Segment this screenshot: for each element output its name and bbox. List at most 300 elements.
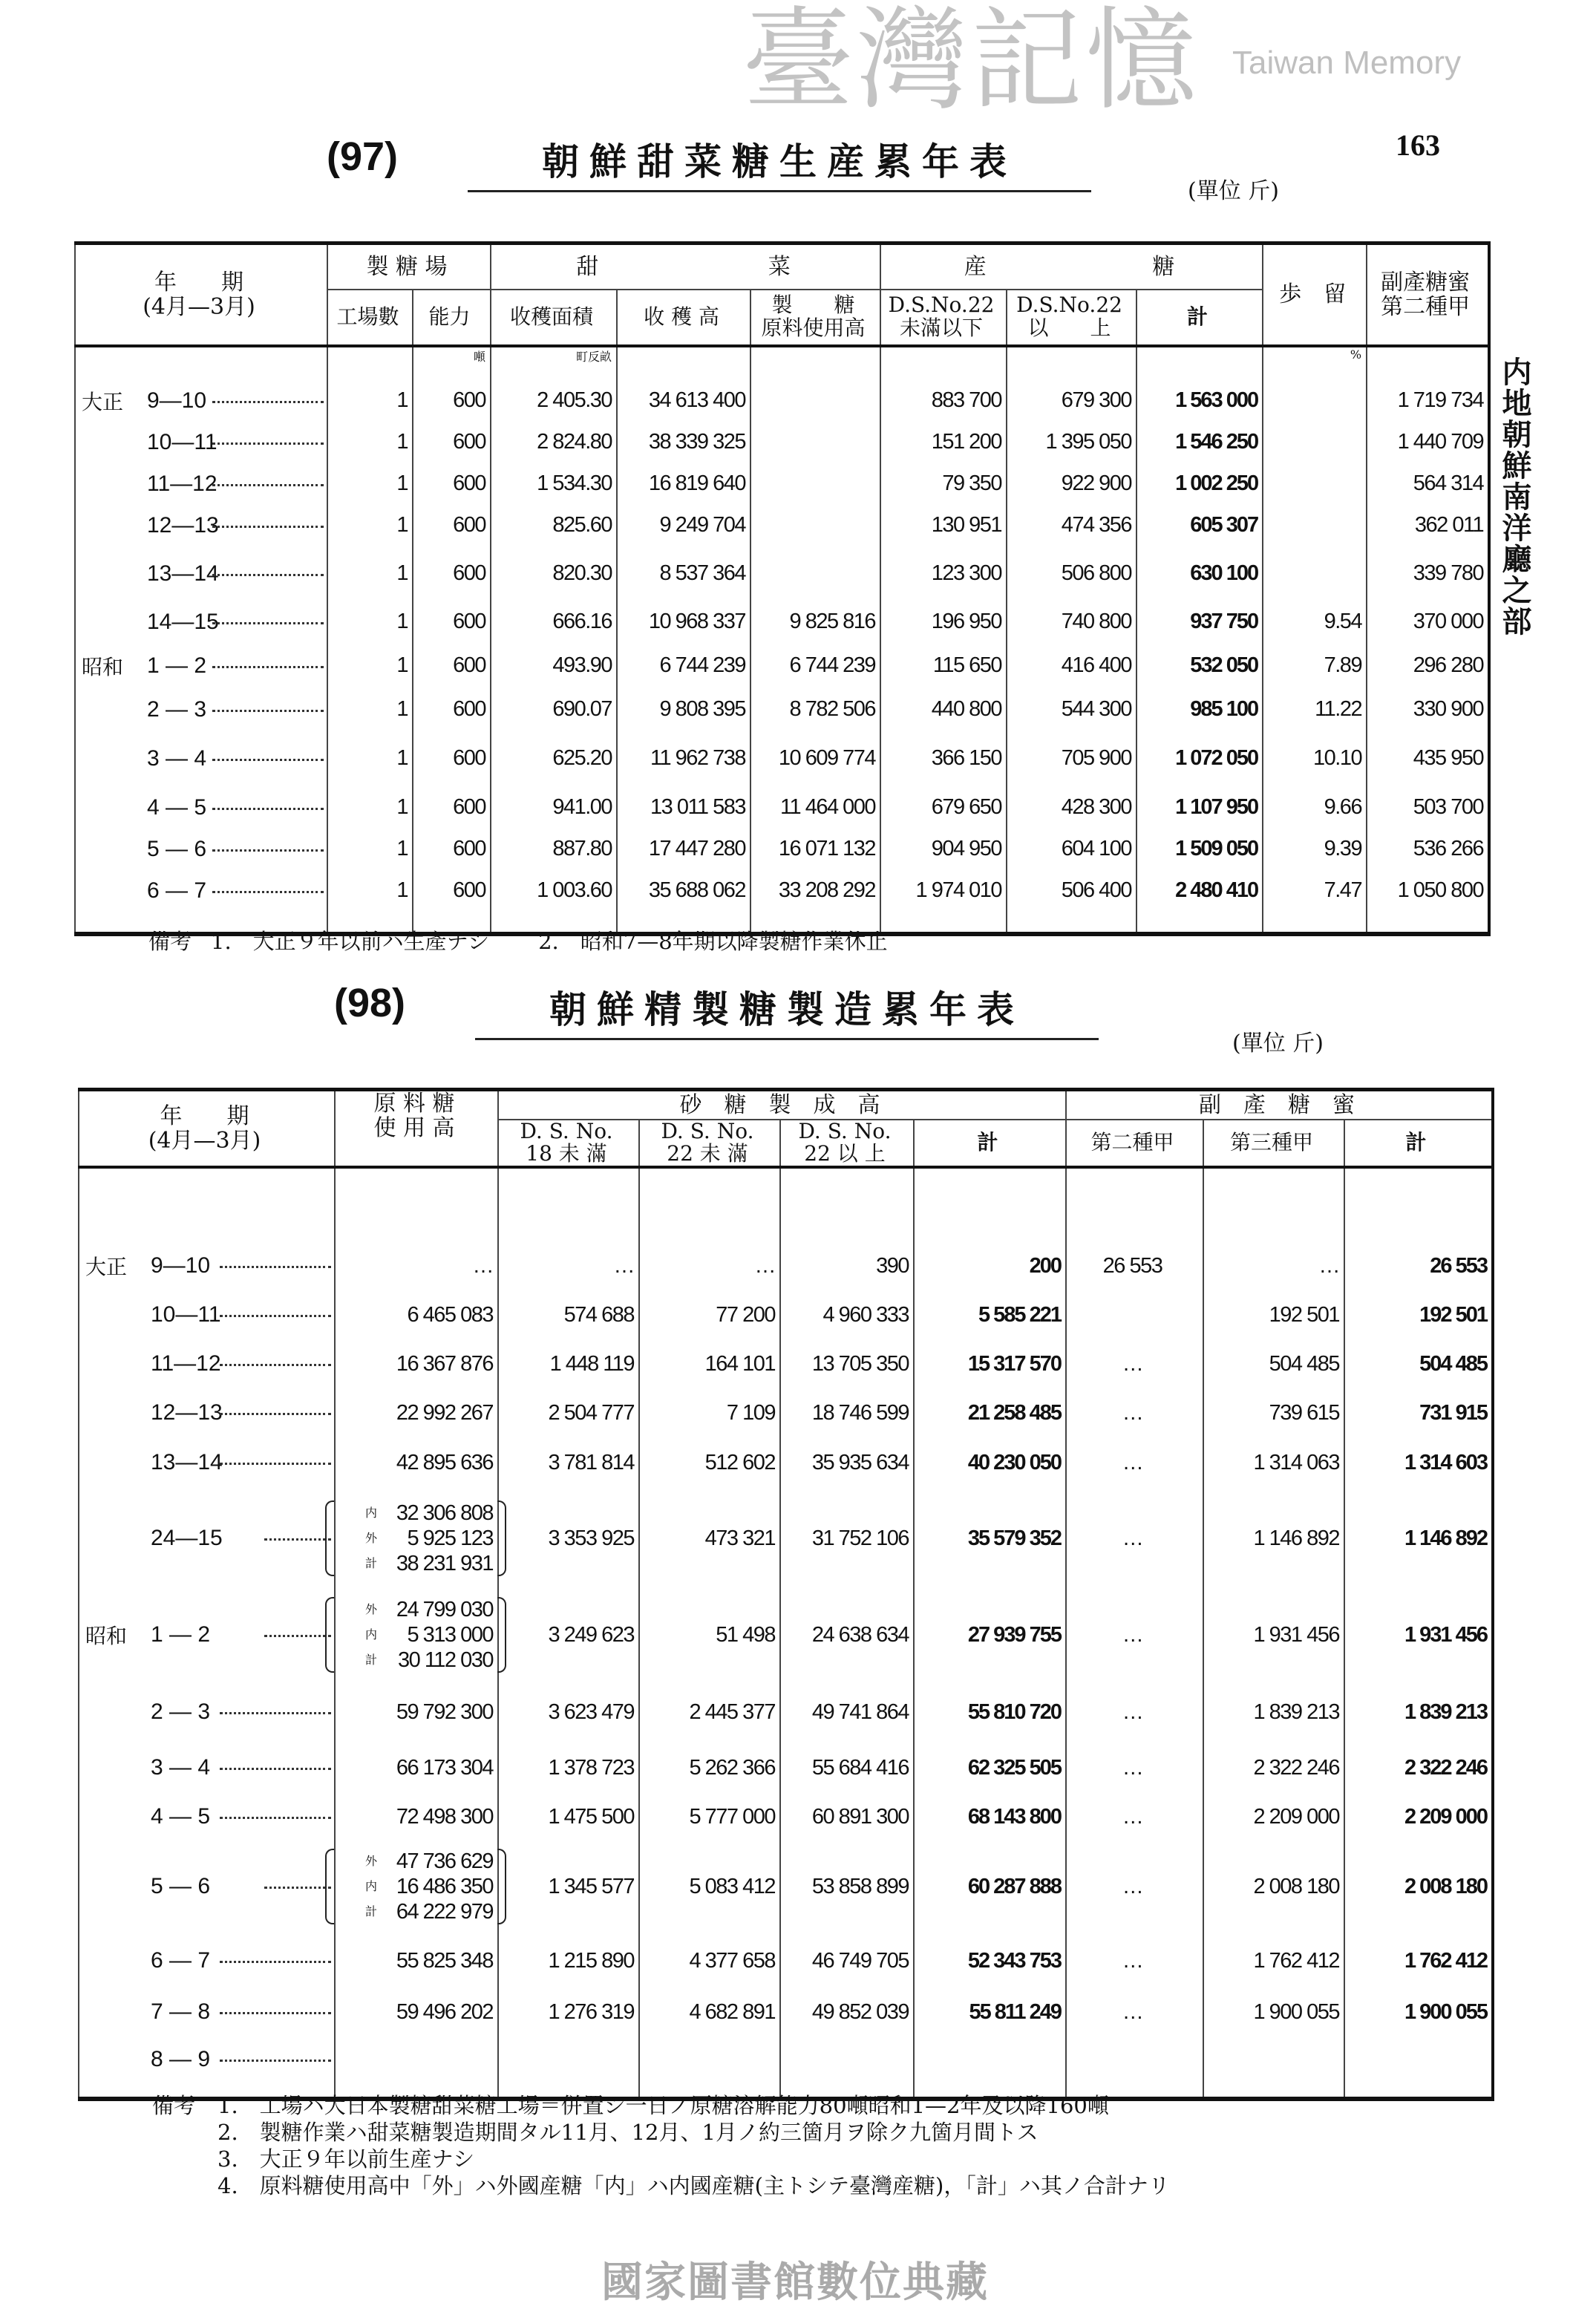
raw-sugar-line-label: 外 bbox=[365, 1602, 376, 1617]
cell-yield bbox=[1263, 505, 1367, 546]
cell-raw-sugar bbox=[335, 1841, 498, 1932]
period-label: 14—15 bbox=[147, 609, 219, 634]
cell-mol-total bbox=[1344, 2034, 1493, 2084]
cell-total: 62 325 505 bbox=[914, 1743, 1066, 1792]
header-byproduct-1: 副產糖蜜 bbox=[1381, 269, 1471, 295]
cell-total: 1 563 000 bbox=[1137, 380, 1263, 422]
header-raw-used-2: 原料使用高 bbox=[761, 316, 866, 340]
cell-ds22-above: 1 395 050 bbox=[1007, 422, 1137, 463]
row-period bbox=[79, 2034, 335, 2084]
cell-area: 1 003.60 bbox=[491, 870, 617, 912]
raw-sugar-line-value: 47 736 629 bbox=[396, 1849, 493, 1874]
cell-sec2 bbox=[1066, 1290, 1203, 1339]
period-label: 4 — 5 bbox=[147, 794, 207, 820]
header-factory-count: 工場數 bbox=[327, 290, 413, 346]
cell-ds18: 3 781 814 bbox=[498, 1437, 639, 1488]
notes-label: 備考 bbox=[152, 2093, 196, 2118]
cell-total bbox=[914, 2034, 1066, 2084]
header-ds22-above bbox=[1007, 290, 1137, 346]
cell-ds22-below: 123 300 bbox=[880, 546, 1007, 601]
unit-empty bbox=[1367, 346, 1489, 380]
cell-mol-total: 1 931 456 bbox=[1344, 1589, 1493, 1681]
cell-ds22b: 5 262 366 bbox=[639, 1743, 780, 1792]
table-row bbox=[75, 829, 1489, 870]
cell-raw-used bbox=[750, 463, 880, 505]
table-row bbox=[79, 1290, 1493, 1339]
cell-sec2: … bbox=[1066, 1681, 1203, 1743]
cell-area: 2 405.30 bbox=[491, 380, 617, 422]
cell-total: 937 750 bbox=[1137, 601, 1263, 643]
header-period-label: 年 期 bbox=[160, 1103, 249, 1130]
row-period bbox=[79, 1792, 335, 1841]
raw-sugar-line-label: 計 bbox=[365, 1653, 376, 1668]
table-row bbox=[79, 1681, 1493, 1743]
row-period bbox=[79, 1990, 335, 2034]
cell-harvest: 6 744 239 bbox=[617, 643, 750, 689]
cell-raw-sugar: 55 825 348 bbox=[335, 1932, 498, 1990]
cell-byproduct: 1 050 800 bbox=[1367, 870, 1489, 912]
cell-area: 825.60 bbox=[491, 505, 617, 546]
note-item: 4. 原料糖使用高中「外」ハ外國産糖「内」ハ内國産糖(主トシテ臺灣産糖)，「計」ハ其ノ合計ナリ bbox=[218, 2173, 1170, 2198]
table-row bbox=[79, 1990, 1493, 2034]
header-sec2: 第二種甲 bbox=[1066, 1120, 1203, 1168]
table-row bbox=[79, 1589, 1493, 1681]
cell-capacity: 600 bbox=[413, 829, 491, 870]
table-98-title: 朝鮮精製糖製造累年表 bbox=[475, 980, 1099, 1040]
brace-right bbox=[497, 1597, 506, 1673]
cell-factories: 1 bbox=[327, 601, 413, 643]
raw-sugar-line bbox=[336, 1597, 493, 1622]
cell-total: 1 546 250 bbox=[1137, 422, 1263, 463]
cell-raw-sugar bbox=[335, 1488, 498, 1589]
cell-raw-used: 16 071 132 bbox=[750, 829, 880, 870]
cell-yield bbox=[1263, 463, 1367, 505]
cell-raw-sugar: 6 465 083 bbox=[335, 1290, 498, 1339]
unit-empty bbox=[75, 346, 327, 380]
cell-sec2: … bbox=[1066, 1841, 1203, 1932]
row-period bbox=[75, 731, 327, 787]
header-byproduct-2: 第二種甲 bbox=[1381, 293, 1471, 320]
table-97 bbox=[74, 241, 1491, 936]
period-label: 24—15 bbox=[151, 1526, 223, 1551]
cell-ds22b: 5 083 412 bbox=[639, 1841, 780, 1932]
period-label: 1 — 2 bbox=[147, 653, 207, 678]
cell-total: 200 bbox=[914, 1241, 1066, 1290]
cell-ds22a: 49 852 039 bbox=[780, 1990, 914, 2034]
row-period bbox=[75, 380, 327, 422]
dot-leader bbox=[212, 622, 324, 624]
cell-ds18: 1 378 723 bbox=[498, 1743, 639, 1792]
cell-sec3: 1 762 412 bbox=[1203, 1932, 1344, 1990]
header-sugar-group bbox=[880, 244, 1263, 290]
cell-area: 887.80 bbox=[491, 829, 617, 870]
header-beet-left: 甜 bbox=[576, 253, 599, 280]
cell-ds18: 1 475 500 bbox=[498, 1792, 639, 1841]
cell-capacity: 600 bbox=[413, 689, 491, 731]
unit-capacity: 噸 bbox=[413, 346, 491, 380]
cell-harvest: 38 339 325 bbox=[617, 422, 750, 463]
cell-mol-total: 1 762 412 bbox=[1344, 1932, 1493, 1990]
cell-ds22-above: 604 100 bbox=[1007, 829, 1137, 870]
raw-sugar-line-value: 32 306 808 bbox=[396, 1501, 493, 1526]
cell-byproduct: 339 780 bbox=[1367, 546, 1489, 601]
cell-capacity: 600 bbox=[413, 505, 491, 546]
cell-ds22-above: 506 400 bbox=[1007, 870, 1137, 912]
cell-area: 666.16 bbox=[491, 601, 617, 643]
cell-harvest: 16 819 640 bbox=[617, 463, 750, 505]
period-label: 7 — 8 bbox=[151, 1999, 211, 2025]
row-period bbox=[79, 1681, 335, 1743]
unit-empty bbox=[1007, 346, 1137, 380]
table-row bbox=[79, 1841, 1493, 1932]
cell-mol-total: 2 008 180 bbox=[1344, 1841, 1493, 1932]
cell-sec3: 1 900 055 bbox=[1203, 1990, 1344, 2034]
period-label: 5 — 6 bbox=[151, 1874, 211, 1899]
raw-sugar-line-label: 内 bbox=[365, 1879, 376, 1894]
cell-byproduct: 536 266 bbox=[1367, 829, 1489, 870]
brace-right bbox=[497, 1849, 506, 1924]
table-row bbox=[79, 1932, 1493, 1990]
cell-area: 820.30 bbox=[491, 546, 617, 601]
cell-ds22-above: 705 900 bbox=[1007, 731, 1137, 787]
cell-factories: 1 bbox=[327, 505, 413, 546]
raw-sugar-line-value: 5 925 123 bbox=[407, 1526, 493, 1551]
note-item: 2. 昭和7—8年期以降製糖作業休止 bbox=[538, 929, 888, 954]
table-row bbox=[79, 1488, 1493, 1589]
raw-sugar-line bbox=[336, 1899, 493, 1924]
cell-total: 60 287 888 bbox=[914, 1841, 1066, 1932]
row-period bbox=[75, 870, 327, 912]
raw-sugar-line bbox=[336, 1874, 493, 1899]
watermark-taiwan-memory: 臺灣記憶 bbox=[742, 0, 1200, 125]
cell-yield bbox=[1263, 422, 1367, 463]
cell-ds22b: 5 777 000 bbox=[639, 1792, 780, 1841]
raw-sugar-line bbox=[336, 1849, 493, 1874]
header-ds18-2: 18 未 滿 bbox=[526, 1141, 607, 1166]
period-label: 2 — 3 bbox=[147, 696, 207, 722]
era-label: 昭和 bbox=[85, 1624, 128, 1649]
unit-empty bbox=[750, 346, 880, 380]
header-ds22-below bbox=[639, 1120, 780, 1168]
table-row bbox=[79, 2034, 1493, 2084]
table-row bbox=[75, 731, 1489, 787]
table-98-notes bbox=[152, 2092, 1170, 2199]
cell-factories: 1 bbox=[327, 422, 413, 463]
cell-area: 1 534.30 bbox=[491, 463, 617, 505]
cell-ds18: 1 345 577 bbox=[498, 1841, 639, 1932]
row-period bbox=[79, 1290, 335, 1339]
header-harvest: 收 穫 高 bbox=[617, 290, 750, 346]
unit-empty bbox=[880, 346, 1007, 380]
table-row bbox=[75, 422, 1489, 463]
cell-capacity: 600 bbox=[413, 601, 491, 643]
spacer-cell bbox=[1203, 2084, 1344, 2099]
cell-capacity: 600 bbox=[413, 643, 491, 689]
cell-mol-total: 1 146 892 bbox=[1344, 1488, 1493, 1589]
raw-sugar-line bbox=[336, 1500, 493, 1526]
table-row bbox=[79, 1388, 1493, 1437]
era-label: 昭和 bbox=[82, 654, 124, 679]
row-period bbox=[75, 601, 327, 643]
period-label: 13—14 bbox=[147, 561, 219, 586]
header-beet-right: 菜 bbox=[768, 253, 791, 280]
dot-leader bbox=[212, 484, 324, 486]
cell-ds22-below: 115 650 bbox=[880, 643, 1007, 689]
note-item: 1. 大正９年以前ハ生產ナシ bbox=[211, 929, 490, 954]
cell-total: 1 002 250 bbox=[1137, 463, 1263, 505]
cell-factories: 1 bbox=[327, 787, 413, 829]
raw-sugar-line-value: 5 313 000 bbox=[407, 1623, 493, 1647]
cell-sec3: 2 322 246 bbox=[1203, 1743, 1344, 1792]
cell-ds22a: 18 746 599 bbox=[780, 1388, 914, 1437]
row-period bbox=[75, 787, 327, 829]
cell-raw-sugar: 72 498 300 bbox=[335, 1792, 498, 1841]
cell-ds22a: 24 638 634 bbox=[780, 1589, 914, 1681]
cell-mol-total: 26 553 bbox=[1344, 1241, 1493, 1290]
spacer-cell bbox=[1007, 912, 1137, 934]
header-ds22a-2: 22 以 上 bbox=[804, 1141, 886, 1166]
row-period bbox=[79, 1339, 335, 1388]
cell-sec2: … bbox=[1066, 1932, 1203, 1990]
raw-sugar-line bbox=[336, 1647, 493, 1673]
dot-leader bbox=[212, 808, 324, 810]
footer-watermark: 國家圖書館數位典藏 bbox=[601, 2258, 989, 2307]
header-period-sub: (4月—3月) bbox=[148, 1128, 261, 1154]
cell-ds22b: 7 109 bbox=[639, 1388, 780, 1437]
spacer-cell bbox=[1367, 912, 1489, 934]
cell-byproduct: 1 440 709 bbox=[1367, 422, 1489, 463]
cell-ds22b bbox=[639, 2034, 780, 2084]
cell-byproduct: 435 950 bbox=[1367, 731, 1489, 787]
dot-leader bbox=[212, 759, 324, 761]
cell-ds22-above: 416 400 bbox=[1007, 643, 1137, 689]
cell-total: 630 100 bbox=[1137, 546, 1263, 601]
cell-ds18: 1 215 890 bbox=[498, 1932, 639, 1990]
cell-ds22b: 4 377 658 bbox=[639, 1932, 780, 1990]
cell-total: 1 072 050 bbox=[1137, 731, 1263, 787]
cell-harvest: 9 249 704 bbox=[617, 505, 750, 546]
raw-sugar-line-label: 外 bbox=[365, 1531, 376, 1546]
dot-leader bbox=[212, 849, 324, 852]
cell-ds22a: 390 bbox=[780, 1241, 914, 1290]
period-label: 11—12 bbox=[151, 1351, 221, 1376]
cell-ds18: 3 353 925 bbox=[498, 1488, 639, 1589]
table-row bbox=[79, 1339, 1493, 1388]
raw-sugar-line-value: 24 799 030 bbox=[396, 1598, 493, 1622]
cell-ds22b: … bbox=[639, 1241, 780, 1290]
cell-raw-sugar: 59 792 300 bbox=[335, 1681, 498, 1743]
dot-leader bbox=[220, 1364, 331, 1366]
period-label: 3 — 4 bbox=[151, 1755, 211, 1780]
row-period bbox=[79, 1488, 335, 1589]
raw-sugar-line-label: 計 bbox=[365, 1556, 376, 1571]
cell-raw-used bbox=[750, 546, 880, 601]
cell-harvest: 17 447 280 bbox=[617, 829, 750, 870]
table-row bbox=[79, 1241, 1493, 1290]
cell-sec2: … bbox=[1066, 1488, 1203, 1589]
cell-sec3: 739 615 bbox=[1203, 1388, 1344, 1437]
table-98-number: (98) bbox=[334, 981, 406, 1025]
unit-empty bbox=[327, 346, 413, 380]
cell-total: 5 585 221 bbox=[914, 1290, 1066, 1339]
cell-factories: 1 bbox=[327, 829, 413, 870]
cell-sec3: 2 008 180 bbox=[1203, 1841, 1344, 1932]
brace-left bbox=[325, 1597, 334, 1673]
cell-ds22-below: 1 974 010 bbox=[880, 870, 1007, 912]
dot-leader bbox=[220, 1413, 331, 1415]
cell-raw-used bbox=[750, 505, 880, 546]
table-row bbox=[75, 546, 1489, 601]
raw-sugar-line-value: 16 486 350 bbox=[396, 1875, 493, 1899]
cell-sec2: … bbox=[1066, 1388, 1203, 1437]
table-row bbox=[75, 601, 1489, 643]
dot-leader bbox=[212, 526, 324, 528]
period-label: 12—13 bbox=[147, 512, 219, 538]
table-row bbox=[79, 1792, 1493, 1841]
table-97-title: 朝鮮甜菜糖生産累年表 bbox=[468, 132, 1091, 192]
header-sugar-group: 砂 糖 製 成 高 bbox=[498, 1090, 1066, 1120]
header-period bbox=[75, 244, 327, 346]
spacer-cell bbox=[914, 1167, 1066, 1241]
cell-yield: 9.39 bbox=[1263, 829, 1367, 870]
cell-area: 941.00 bbox=[491, 787, 617, 829]
cell-sec3 bbox=[1203, 2034, 1344, 2084]
period-label: 5 — 6 bbox=[147, 836, 207, 861]
cell-ds22-below: 366 150 bbox=[880, 731, 1007, 787]
cell-raw-used: 10 609 774 bbox=[750, 731, 880, 787]
cell-ds22b: 512 602 bbox=[639, 1437, 780, 1488]
cell-sec2: 26 553 bbox=[1066, 1241, 1203, 1290]
header-beet-group bbox=[491, 244, 880, 290]
cell-byproduct: 362 011 bbox=[1367, 505, 1489, 546]
dot-leader bbox=[220, 1463, 331, 1465]
cell-ds22-below: 196 950 bbox=[880, 601, 1007, 643]
header-period-label: 年 期 bbox=[154, 269, 243, 295]
header-yield: 歩 留 bbox=[1263, 244, 1367, 346]
cell-sec3: 1 146 892 bbox=[1203, 1488, 1344, 1589]
cell-area: 625.20 bbox=[491, 731, 617, 787]
dot-leader bbox=[220, 2060, 331, 2062]
cell-total: 1 509 050 bbox=[1137, 829, 1263, 870]
dot-leader bbox=[220, 1315, 331, 1317]
header-raw-1: 原 料 糖 bbox=[373, 1091, 455, 1117]
cell-yield bbox=[1263, 380, 1367, 422]
cell-area: 2 824.80 bbox=[491, 422, 617, 463]
header-factory-group: 製 糖 場 bbox=[327, 244, 491, 290]
cell-total: 52 343 753 bbox=[914, 1932, 1066, 1990]
cell-area: 493.90 bbox=[491, 643, 617, 689]
period-label: 10—11 bbox=[151, 1302, 221, 1327]
cell-harvest: 35 688 062 bbox=[617, 870, 750, 912]
dot-leader bbox=[264, 1538, 331, 1541]
row-period bbox=[79, 1841, 335, 1932]
period-label: 6 — 7 bbox=[147, 878, 207, 903]
row-period bbox=[79, 1589, 335, 1681]
header-sugar-total: 計 bbox=[914, 1120, 1066, 1168]
cell-capacity: 600 bbox=[413, 787, 491, 829]
cell-ds22a: 55 684 416 bbox=[780, 1743, 914, 1792]
header-ds22-above-2: 以 上 bbox=[1027, 316, 1111, 340]
period-label: 11—12 bbox=[147, 471, 218, 496]
cell-harvest: 8 537 364 bbox=[617, 546, 750, 601]
header-period bbox=[79, 1090, 335, 1168]
spacer-cell bbox=[1203, 1167, 1344, 1241]
dot-leader bbox=[212, 710, 324, 712]
dot-leader bbox=[220, 1768, 331, 1770]
unit-area: 町反畝 bbox=[491, 346, 617, 380]
cell-total: 55 810 720 bbox=[914, 1681, 1066, 1743]
cell-byproduct: 503 700 bbox=[1367, 787, 1489, 829]
cell-mol-total: 1 314 603 bbox=[1344, 1437, 1493, 1488]
header-total: 計 bbox=[1137, 290, 1263, 346]
cell-ds18: 3 623 479 bbox=[498, 1681, 639, 1743]
header-raw-2: 使 用 高 bbox=[373, 1115, 455, 1141]
cell-capacity: 600 bbox=[413, 870, 491, 912]
cell-ds22a: 53 858 899 bbox=[780, 1841, 914, 1932]
row-period bbox=[75, 829, 327, 870]
cell-ds22-above: 506 800 bbox=[1007, 546, 1137, 601]
cell-yield: 9.54 bbox=[1263, 601, 1367, 643]
spacer-cell bbox=[1344, 2084, 1493, 2099]
period-label: 8 — 9 bbox=[151, 2046, 211, 2071]
cell-raw-sugar bbox=[335, 1589, 498, 1681]
header-capacity: 能力 bbox=[413, 290, 491, 346]
spacer-cell bbox=[780, 1167, 914, 1241]
raw-sugar-line-label: 外 bbox=[365, 1854, 376, 1869]
cell-sec3: 1 931 456 bbox=[1203, 1589, 1344, 1681]
row-period bbox=[79, 1932, 335, 1990]
dot-leader bbox=[212, 891, 324, 893]
cell-factories: 1 bbox=[327, 643, 413, 689]
row-period bbox=[79, 1241, 335, 1290]
cell-raw-sugar: 22 992 267 bbox=[335, 1388, 498, 1437]
note-item: 1. 工場ハ大日本製糖甜菜糖工場＝併置シ一日ノ原糖溶解能力80噸昭和1—2年及以降160噸 bbox=[218, 2093, 1109, 2118]
cell-ds22-below: 440 800 bbox=[880, 689, 1007, 731]
dot-leader bbox=[264, 1635, 331, 1637]
row-period bbox=[79, 1437, 335, 1488]
period-label: 13—14 bbox=[151, 1450, 223, 1475]
cell-harvest: 9 808 395 bbox=[617, 689, 750, 731]
cell-raw-used: 6 744 239 bbox=[750, 643, 880, 689]
cell-byproduct: 370 000 bbox=[1367, 601, 1489, 643]
cell-yield: 9.66 bbox=[1263, 787, 1367, 829]
cell-ds18: 2 504 777 bbox=[498, 1388, 639, 1437]
cell-sec3: 1 314 063 bbox=[1203, 1437, 1344, 1488]
spacer-cell bbox=[79, 1167, 335, 1241]
header-ds22-below-2: 未滿以下 bbox=[900, 316, 984, 340]
cell-sec2: … bbox=[1066, 1339, 1203, 1388]
cell-raw-sugar: 42 895 636 bbox=[335, 1437, 498, 1488]
cell-sec2: … bbox=[1066, 1990, 1203, 2034]
cell-factories: 1 bbox=[327, 870, 413, 912]
cell-total: 532 050 bbox=[1137, 643, 1263, 689]
table-98-unit: (單位 斤) bbox=[1232, 1031, 1324, 1056]
cell-sec3: 192 501 bbox=[1203, 1290, 1344, 1339]
cell-raw-used: 11 464 000 bbox=[750, 787, 880, 829]
note-item: 2. 製糖作業ハ甜菜糖製造期間タル11月、12月、1月ノ約三箇月ヲ除ク九箇月間トス bbox=[218, 2120, 1039, 2145]
dot-leader bbox=[212, 401, 324, 403]
cell-mol-total: 192 501 bbox=[1344, 1290, 1493, 1339]
cell-ds22-below: 883 700 bbox=[880, 380, 1007, 422]
spacer-cell bbox=[335, 1167, 498, 1241]
cell-ds18 bbox=[498, 2034, 639, 2084]
cell-ds18: 574 688 bbox=[498, 1290, 639, 1339]
cell-ds22a: 49 741 864 bbox=[780, 1681, 914, 1743]
period-label: 1 — 2 bbox=[151, 1622, 211, 1647]
dot-leader bbox=[212, 442, 324, 445]
header-sugar-right: 糖 bbox=[1152, 253, 1175, 280]
cell-raw-sugar: 66 173 304 bbox=[335, 1743, 498, 1792]
